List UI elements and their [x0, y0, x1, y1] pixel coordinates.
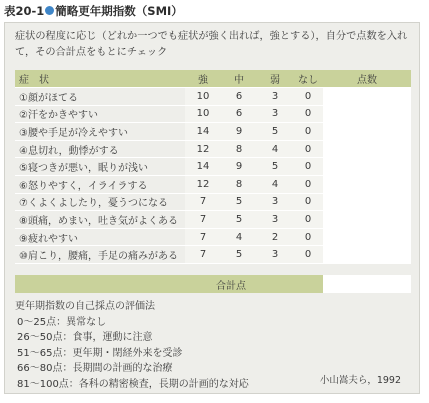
score-input-cell[interactable] [323, 228, 411, 246]
none-value: 0 [293, 123, 323, 141]
symptom-label: ⑦くよくよしたり，憂うつになる [15, 193, 185, 211]
strong-value: 7 [185, 193, 221, 211]
evaluation-section [15, 299, 315, 392]
weak-value: 3 [257, 105, 293, 123]
header-mid: 中 [221, 70, 257, 88]
table-row [15, 158, 411, 176]
total-label: 合計点 [216, 281, 246, 292]
evaluation-item: 26～50点：食事，運動に注意 [17, 332, 153, 343]
score-input-cell[interactable] [323, 211, 411, 229]
symptom-label: ③腰や手足が冷えやすい [15, 123, 185, 141]
table-row [15, 246, 411, 264]
total-row [15, 275, 411, 293]
symptom-label: ①顔がほてる [15, 88, 185, 106]
score-input-cell[interactable] [323, 193, 411, 211]
mid-value: 9 [221, 123, 257, 141]
mid-value: 9 [221, 158, 257, 176]
mid-value: 6 [221, 88, 257, 106]
none-value: 0 [293, 158, 323, 176]
header-weak: 弱 [257, 70, 293, 88]
strong-value: 14 [185, 158, 221, 176]
score-input-cell[interactable] [323, 158, 411, 176]
none-value: 0 [293, 140, 323, 158]
evaluation-item: 0～25点：異常なし [17, 316, 107, 328]
header-strong: 強 [185, 70, 221, 88]
score-input-cell[interactable] [323, 246, 411, 264]
table-row [15, 105, 411, 123]
symptom-label: ④息切れ，動悸がする [15, 140, 185, 158]
score-input-cell[interactable] [323, 140, 411, 158]
table-header-row [15, 70, 411, 88]
symptom-label: ⑤寝つきが悪い，眠りが浅い [15, 158, 185, 176]
table-row [15, 140, 411, 158]
table-row [15, 228, 411, 246]
weak-value: 3 [257, 246, 293, 264]
evaluation-item: 81～100点：各科の精密検査，長期の計画的な対応 [17, 378, 249, 390]
weak-value: 3 [257, 193, 293, 211]
weak-value: 4 [257, 140, 293, 158]
none-value: 0 [293, 228, 323, 246]
mid-value: 5 [221, 246, 257, 264]
mid-value: 8 [221, 140, 257, 158]
figure-title-text: 簡略更年期指数（SMI） [55, 4, 183, 18]
title-bullet-icon [45, 6, 54, 15]
symptom-label: ⑥怒りやすく，イライラする [15, 175, 185, 193]
strong-value: 14 [185, 123, 221, 141]
symptom-label: ⑩肩こり，腰痛，手足の痛みがある [15, 246, 185, 264]
smi-table [15, 70, 411, 264]
score-input-cell[interactable] [323, 175, 411, 193]
table-row [15, 123, 411, 141]
strong-value: 12 [185, 140, 221, 158]
strong-value: 10 [185, 105, 221, 123]
evaluation-title: 更年期指数の自己採点の評価法 [15, 301, 155, 312]
weak-value: 3 [257, 88, 293, 106]
symptom-label: ⑧頭痛，めまい，吐き気がよくある [15, 211, 185, 229]
table-row [15, 193, 411, 211]
figure-title [4, 3, 183, 19]
none-value: 0 [293, 105, 323, 123]
symptom-label: ⑨疲れやすい [15, 228, 185, 246]
none-value: 0 [293, 246, 323, 264]
score-input-cell[interactable] [323, 123, 411, 141]
table-row [15, 175, 411, 193]
table-row [15, 211, 411, 229]
header-symptom: 症 状 [15, 70, 185, 88]
source-citation: 小山嵩夫ら，1992 [319, 375, 401, 386]
strong-value: 7 [185, 246, 221, 264]
mid-value: 5 [221, 211, 257, 229]
header-none: なし [293, 70, 323, 88]
weak-value: 4 [257, 175, 293, 193]
smi-panel [4, 22, 420, 394]
intro-text: 症状の程度に応じ（どれか一つでも症状が強く出れば，強とする），自分で点数を入れて，その合計点をもとにチェック [15, 31, 408, 58]
none-value: 0 [293, 211, 323, 229]
weak-value: 5 [257, 158, 293, 176]
weak-value: 3 [257, 211, 293, 229]
strong-value: 7 [185, 211, 221, 229]
none-value: 0 [293, 175, 323, 193]
weak-value: 5 [257, 123, 293, 141]
total-score-input-cell[interactable] [323, 275, 411, 293]
mid-value: 5 [221, 193, 257, 211]
mid-value: 6 [221, 105, 257, 123]
mid-value: 8 [221, 175, 257, 193]
score-input-cell[interactable] [323, 105, 411, 123]
score-input-cell[interactable] [323, 88, 411, 106]
none-value: 0 [293, 193, 323, 211]
evaluation-item: 51～65点：更年期・閉経外来を受診 [17, 347, 183, 359]
weak-value: 2 [257, 228, 293, 246]
strong-value: 10 [185, 88, 221, 106]
table-row [15, 88, 411, 106]
strong-value: 7 [185, 228, 221, 246]
strong-value: 12 [185, 175, 221, 193]
evaluation-item: 66～80点：長期間の計画的な治療 [17, 363, 173, 374]
mid-value: 4 [221, 228, 257, 246]
header-score: 点数 [323, 70, 411, 88]
symptom-label: ②汗をかきやすい [15, 105, 185, 123]
figure-number: 表20-1 [4, 4, 45, 18]
none-value: 0 [293, 88, 323, 106]
